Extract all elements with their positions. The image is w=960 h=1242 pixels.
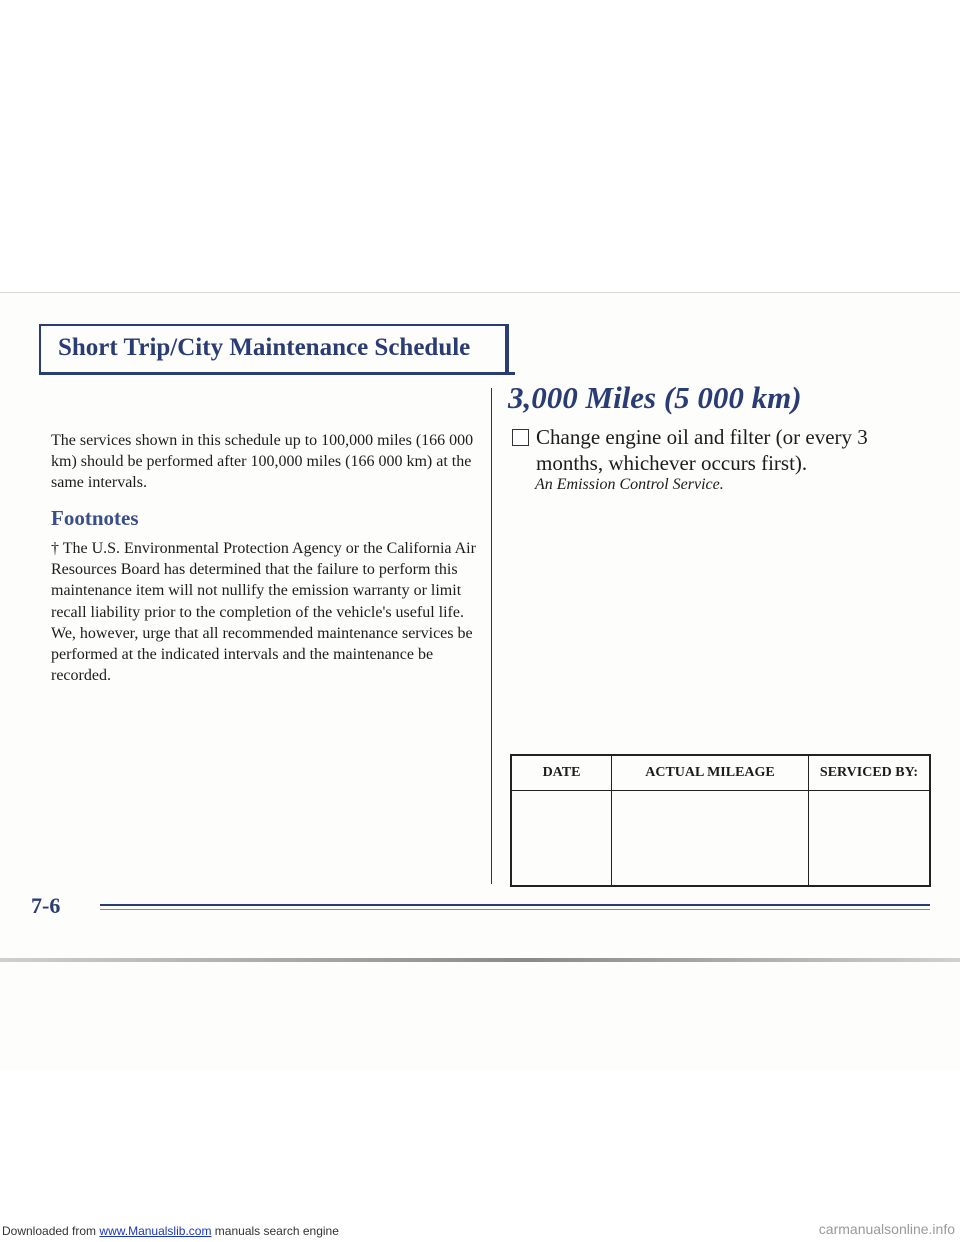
page-top-edge: [0, 292, 960, 293]
footnotes-heading: Footnotes: [51, 506, 139, 530]
mileage-heading: 3,000 Miles (5 000 km): [508, 380, 802, 415]
download-prefix: Downloaded from: [2, 1224, 97, 1238]
download-attribution: [2, 1224, 339, 1238]
footer-rule: [100, 904, 930, 906]
page-bottom-edge: [0, 958, 960, 962]
table-cell-serviced-by: [809, 791, 931, 887]
watermark-text: carmanualsonline.info: [818, 1221, 955, 1237]
table-row: [511, 791, 930, 887]
footer-rule-thin: [100, 909, 930, 910]
table-header-serviced-by: SERVICED BY:: [809, 755, 931, 791]
checkbox-icon: [512, 429, 529, 446]
section-title: Short Trip/City Maintenance Schedule: [58, 334, 471, 361]
section-header-tick: [505, 324, 507, 372]
download-bar: [0, 1221, 960, 1242]
table-header-date: DATE: [511, 755, 612, 791]
column-divider: [491, 388, 492, 884]
manualslib-link[interactable]: www.Manualslib.com: [99, 1224, 212, 1238]
table-cell-mileage: [612, 791, 809, 887]
download-suffix: manuals search engine: [214, 1224, 339, 1238]
footnote-paragraph: † The U.S. Environmental Protection Agency or the California Air Resources Board has determined that the failure to perform this maintenance item will not nullify the emission warranty or limit recall liability prior to the completion of the vehicle's useful life. We, however, urge that all recommended maintenance services be performed at the indicated intervals and the maintenance be recorded.: [51, 540, 476, 685]
checklist-item-text: Change engine oil and filter (or every 3 months, whichever occurs first).: [536, 425, 868, 475]
table-header-mileage: ACTUAL MILEAGE: [612, 755, 809, 791]
table-header-row: [511, 755, 930, 791]
emission-note: An Emission Control Service.: [535, 476, 724, 493]
section-header-underline: [39, 372, 515, 375]
intro-paragraph: The services shown in this schedule up to 100,000 miles (166 000 km) should be performed after 100,000 miles (166 000 km) at the same intervals.: [51, 432, 474, 491]
checklist-item: [512, 424, 932, 476]
service-record-table: [510, 754, 931, 887]
page-number: 7-6: [31, 893, 61, 918]
table-cell-date: [511, 791, 612, 887]
